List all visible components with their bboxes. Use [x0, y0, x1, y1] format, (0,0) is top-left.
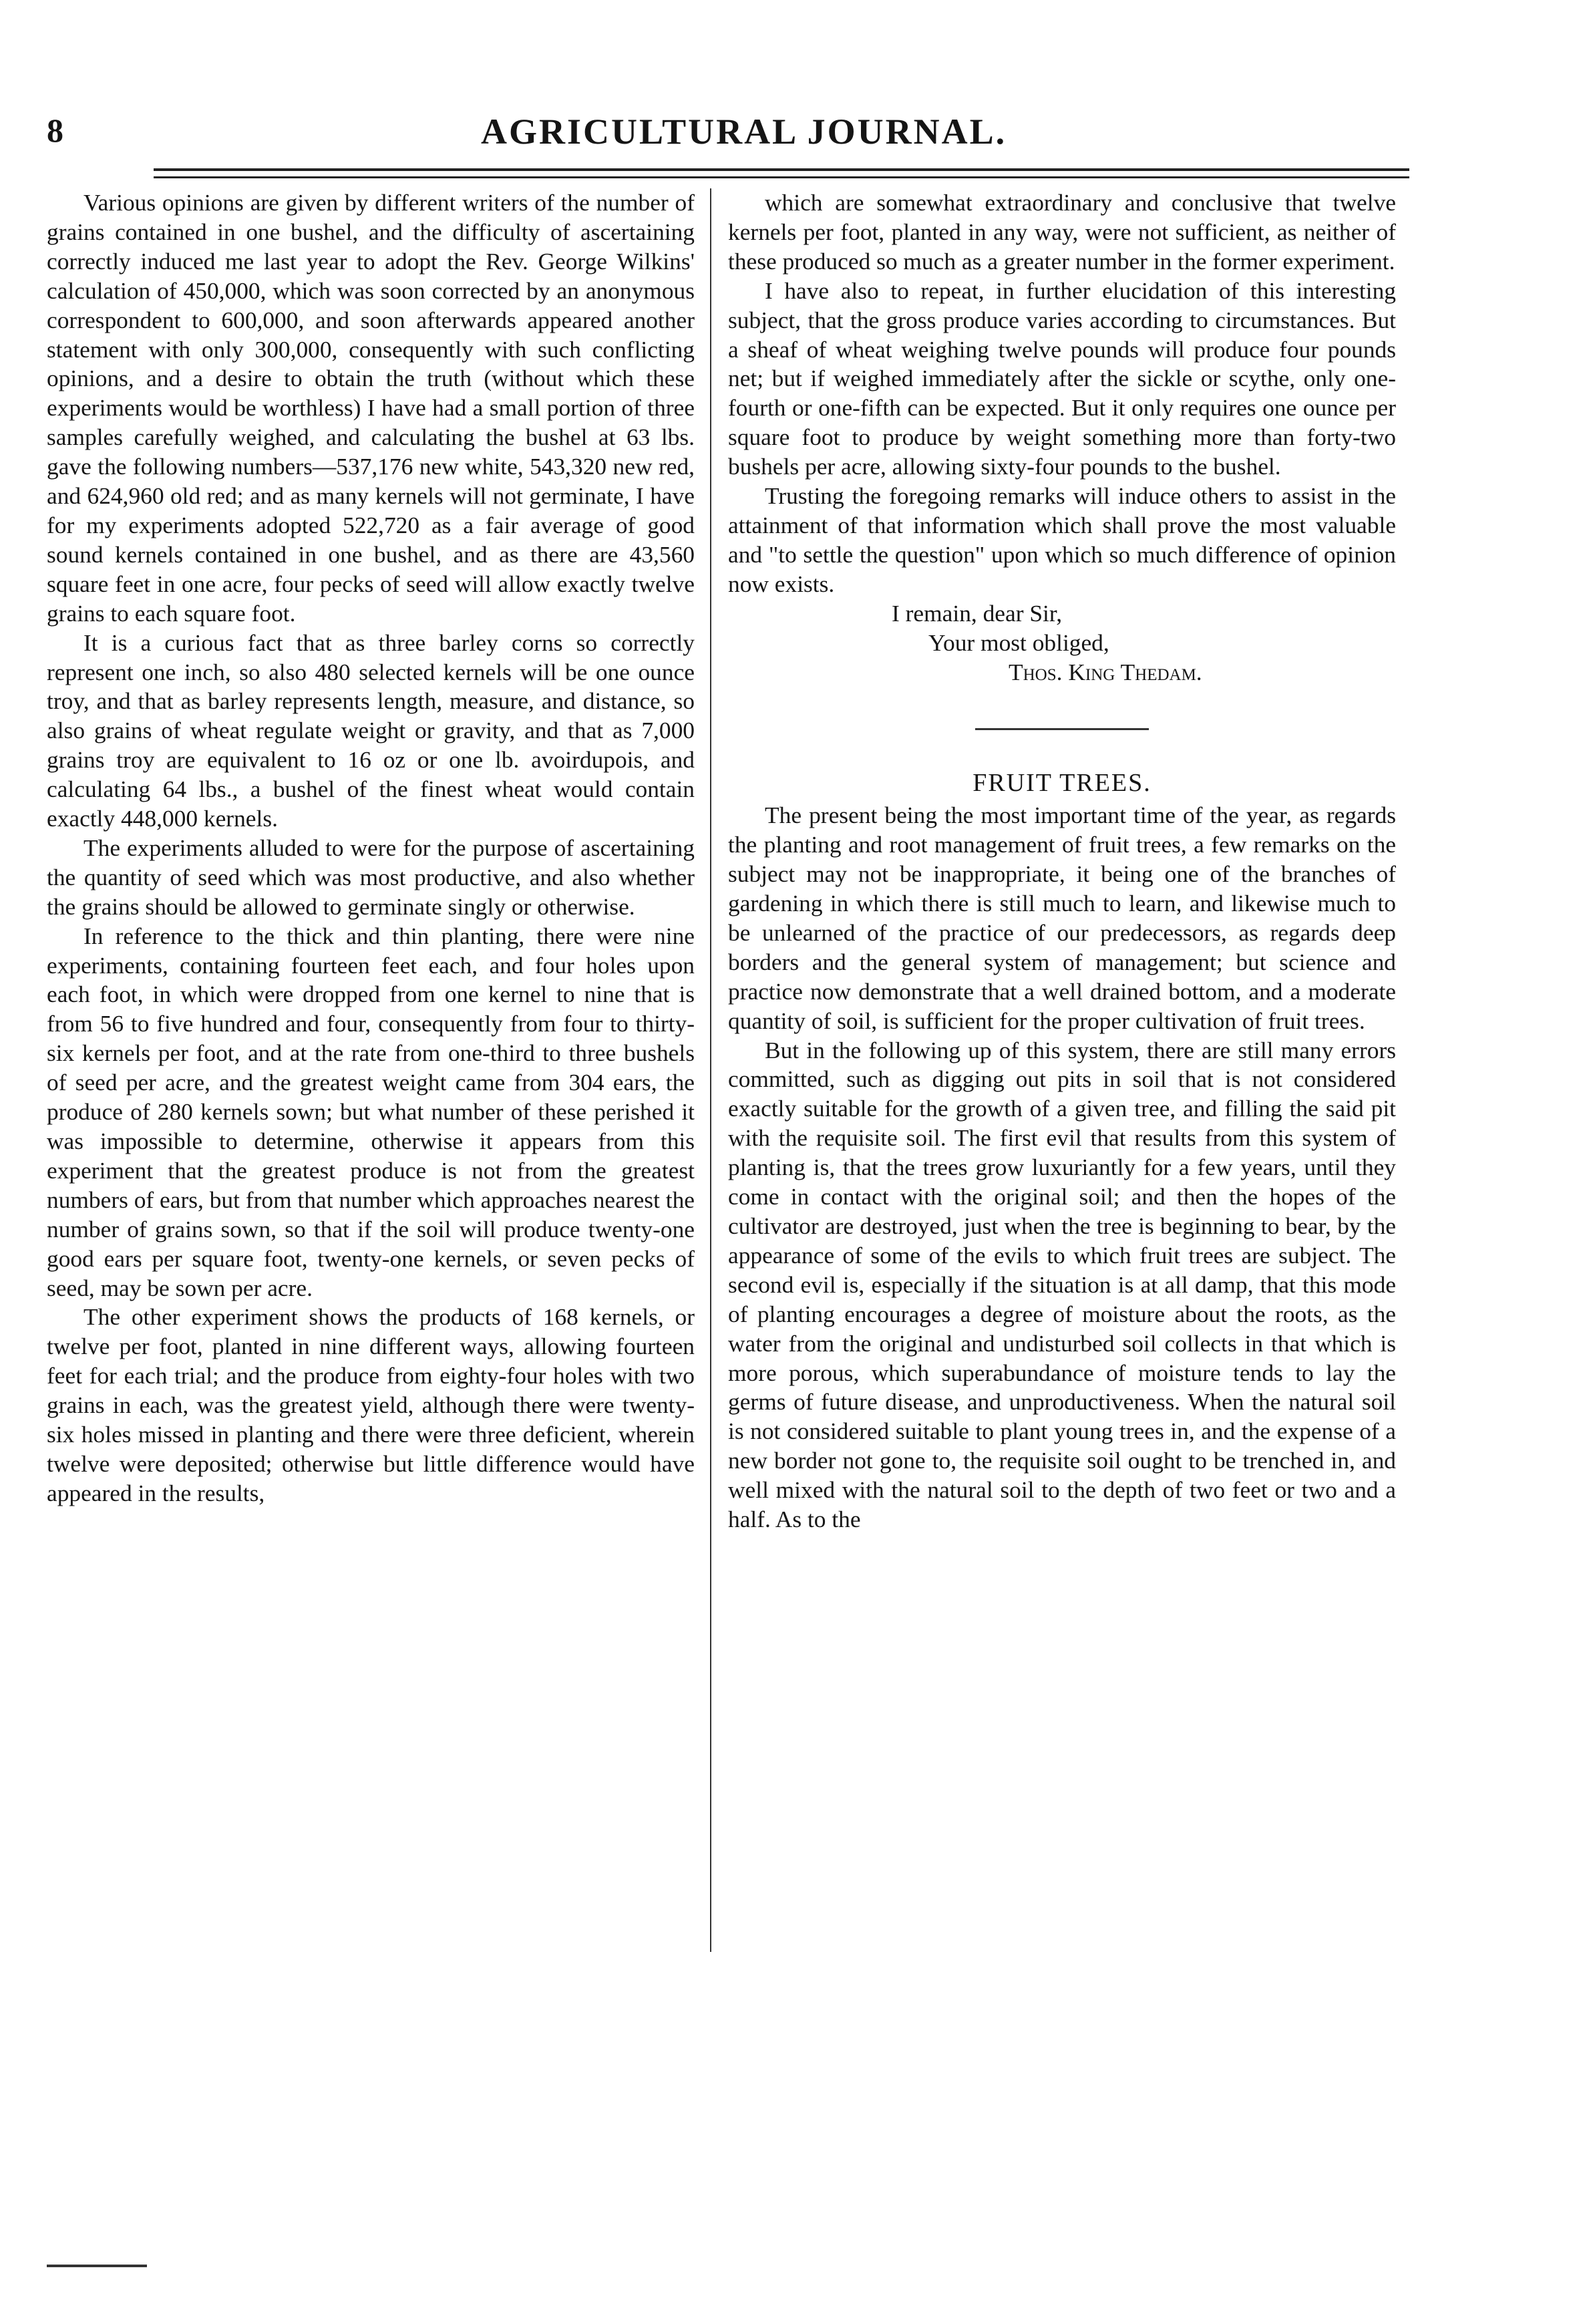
letter-signature — [728, 599, 1396, 687]
running-title: AGRICULTURAL JOURNAL. — [481, 112, 1007, 152]
body-paragraph: Various opinions are given by different writers of the number of grains contained in one bushel, and the difficulty of ascertaining correctly induced me last year to adopt the Rev. George Wilkins' calculation of 450,000, which was soon corrected by an anonymous correspondent to 600,000, and soon afterwards appeared another statement with only 300,000, consequently with such conflicting opinions, and a desire to obtain the truth (without which these experiments would be worthless) I have had a small portion of three samples carefully weighed, and calculating the bushel at 63 lbs. gave the following numbers—537,176 new white, 543,320 new red, and 624,960 old red; and as many kernels will not germinate, I have for my experiments adopted 522,720 as a fair average of good sound kernels contained in one bushel, and as there are 43,560 square feet in one acre, four pecks of seed will allow exactly twelve grains to each square foot. — [47, 189, 695, 627]
page-header — [47, 107, 1409, 160]
body-paragraph: It is a curious fact that as three barley corns so correctly represent one inch, so also 480 selected kernels will be one ounce troy, and that as barley represents length, measure, and distance, so also grains of wheat regulate weight or gravity, and that as 7,000 grains troy are equivalent to 16 oz or one lb. avoirdupois, and calculating 64 lbs., a bushel of the finest wheat would contain exactly 448,000 kernels. — [47, 629, 695, 832]
signature-closing-2: Your most obliged, — [928, 629, 1109, 656]
body-paragraph: I have also to repeat, in further elucidation of this interesting subject, that the gross produce varies according to circumstances. But a sheaf of wheat weighing twelve pounds will produce four pounds net; but if weighed immediately after the sickle or scythe, only one-fourth or one-fifth can be expected. But it only requires one ounce per square foot to produce by weight something more than forty-two bushels per acre, allowing sixty-four pounds to the bushel. — [728, 277, 1396, 480]
signature-closing: I remain, dear Sir, — [892, 599, 1063, 627]
column-divider — [710, 188, 711, 1952]
body-paragraph: which are somewhat extraordinary and conclusive that twelve kernels per foot, planted in any way, were not sufficient, as neither of these produced so much as a greater number in the former experiment. — [728, 189, 1396, 275]
header-rule-thin — [154, 176, 1409, 178]
header-rule — [154, 168, 1409, 171]
page-number: 8 — [47, 112, 63, 149]
right-column — [728, 188, 1396, 1965]
left-column — [47, 188, 695, 1965]
section-heading: FRUIT TREES. — [973, 769, 1152, 798]
body-paragraph: Trusting the foregoing remarks will induce others to assist in the attainment of that information which shall prove the most valuable and "to settle the question" upon which so much difference of opinion now exists. — [728, 482, 1396, 597]
body-paragraph: In reference to the thick and thin planting, there were nine experiments, containing fourteen feet each, and four holes upon each foot, in which were dropped from one kernel to nine that is from 56 to five hundred and four, consequently from four to thirty-six kernels per foot, and at the rate from one-third to three bushels of seed per acre, and the greatest weight came from 304 ears, the produce of 280 kernels sown; but what number of these perished it was impossible to determine, otherwise it appears from this experiment that the greatest produce is not from the greatest numbers of ears, but from that number which approaches nearest the number of grains sown, so that if the soil will produce twenty-one good ears per square foot, twenty-one kernels, or seven pecks of seed, may be sown per acre. — [47, 922, 695, 1301]
body-paragraph: But in the following up of this system, there are still many errors committed, such as digging out pits in soil that is not considered exactly suitable for the growth of a given tree, and filling the said pit with the requisite soil. The first evil that results from this system of planting is, that the trees grow luxuriantly for a few years, until they come in contact with the original soil; and then the hopes of the cultivator are destroyed, just when the tree is beginning to bear, by the appearance of some of the evils to which fruit trees are subject. The second evil is, especially if the situation is at all damp, that this mode of planting encourages a degree of moisture about the roots, as the water from the original and undisturbed soil collects in that which is more porous, which superabundance of moisture tends to lay the germs of future disease, and unproductiveness. When the natural soil is not considered suitable to plant young trees in, and the expense of a new border not gone to, the requisite soil ought to be trenched in, and well mixed with the natural soil to the depth of two feet or two and a half. As to the — [728, 1036, 1396, 1533]
section-divider — [975, 728, 1149, 730]
body-paragraph: The experiments alluded to were for the purpose of ascertaining the quantity of seed which was most productive, and also whether the grains should be allowed to germinate singly or otherwise. — [47, 834, 695, 920]
body-paragraph: The present being the most important time of the year, as regards the planting and root management of fruit trees, a few remarks on the subject may not be inappropriate, it being one of the branches of gardening in which there is still much to learn, and likewise much to be unlearned of the practice of our predecessors, as regards deep borders and the general system of management; but science and practice now demonstrate that a well drained bottom, and a moderate quantity of soil, is sufficient for the proper cultivation of fruit trees. — [728, 802, 1396, 1034]
footer-rule — [47, 2265, 147, 2267]
body-paragraph: The other experiment shows the products of 168 kernels, or twelve per foot, planted in nine different ways, allowing fourteen feet for each trial; and the produce from eighty-four holes with two grains in each, was the greatest yield, although there were twenty-six holes missed in planting and there were three deficient, wherein twelve were deposited; otherwise but little difference would have appeared in the results, — [47, 1303, 695, 1506]
signature-name: Thos. King Thedam. — [1009, 658, 1202, 685]
